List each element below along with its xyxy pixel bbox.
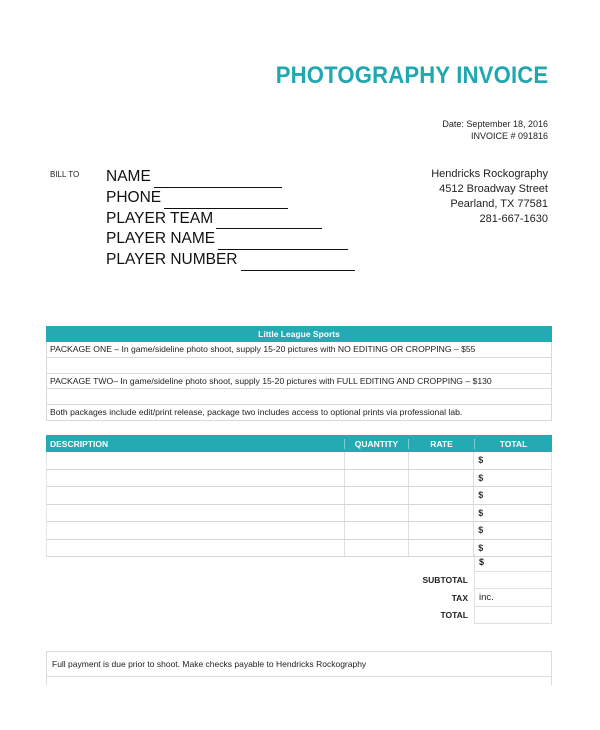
packages-table (46, 326, 552, 421)
line-item-quantity[interactable] (344, 452, 408, 469)
summary-value[interactable]: inc. (474, 589, 552, 607)
line-item-description[interactable] (47, 487, 344, 504)
column-rate: RATE (408, 439, 474, 449)
bill-to-field-label: NAME (106, 168, 151, 185)
bill-to-field-label: PLAYER NUMBER (106, 251, 238, 269)
bill-to-label: BILL TO (50, 170, 80, 179)
bill-to-field[interactable] (106, 167, 355, 188)
vendor-city: Pearland, TX 77581 (450, 198, 548, 210)
vendor-name: Hendricks Rockography (431, 168, 548, 180)
column-total: TOTAL (474, 439, 552, 449)
line-items-table (46, 435, 552, 557)
bill-to-field-blank-line[interactable] (164, 194, 288, 209)
invoice-title: PHOTOGRAPHY INVOICE (275, 62, 548, 89)
package-row: Both packages include edit/print release, package two includes access to optional prints via professional lab. (46, 405, 552, 421)
bill-to-field[interactable] (106, 250, 355, 271)
summary-row (346, 607, 552, 625)
line-item-total[interactable]: $ (473, 540, 551, 557)
package-blank-row (46, 358, 552, 374)
line-item-rate[interactable] (408, 452, 474, 469)
column-quantity: QUANTITY (344, 439, 408, 449)
bill-to-field-blank-line[interactable] (154, 173, 282, 188)
summary-label (346, 554, 474, 572)
bill-to-field-label: PHONE (106, 188, 162, 206)
vendor-address (431, 167, 548, 227)
line-item-description[interactable] (47, 452, 344, 469)
line-item-row (46, 470, 552, 488)
summary-row (346, 572, 552, 590)
line-item-total[interactable]: $ (473, 452, 551, 469)
bill-to-field-label: PLAYER NAME (106, 230, 216, 248)
package-row: PACKAGE TWO– In game/sideline photo shoot, supply 15-20 pictures with FULL EDITING AND CROPPING – $130 (46, 374, 552, 390)
packages-heading: Little League Sports (46, 326, 552, 342)
footer-blank-row (46, 677, 552, 685)
line-item-total[interactable]: $ (473, 487, 551, 504)
line-item-quantity[interactable] (344, 522, 408, 539)
summary-value[interactable] (474, 607, 552, 625)
invoice-number: INVOICE # 091816 (470, 131, 548, 141)
summary-value[interactable]: $ (474, 554, 552, 572)
bill-to-field-blank-line[interactable] (218, 235, 348, 250)
line-item-quantity[interactable] (344, 470, 408, 487)
bill-to-field[interactable] (106, 209, 355, 230)
line-item-quantity[interactable] (344, 487, 408, 504)
line-item-quantity[interactable] (344, 505, 408, 522)
line-item-total[interactable]: $ (473, 522, 551, 539)
bill-to-fields (106, 167, 355, 271)
summary-value[interactable] (474, 572, 552, 590)
summary-row (346, 554, 552, 572)
column-description: DESCRIPTION (50, 438, 109, 449)
line-item-rate[interactable] (408, 470, 474, 487)
invoice-date: Date: September 18, 2016 (442, 119, 548, 129)
summary-row (346, 589, 552, 607)
payment-note: Full payment is due prior to shoot. Make checks payable to Hendricks Rockography (46, 651, 552, 677)
vendor-phone: 281-667-1630 (479, 213, 548, 225)
line-items-header (46, 435, 552, 452)
line-item-row (46, 522, 552, 540)
line-item-row (46, 487, 552, 505)
vendor-street: 4512 Broadway Street (439, 183, 548, 195)
line-item-description[interactable] (47, 470, 344, 487)
line-item-rate[interactable] (408, 487, 474, 504)
summary-label: SUBTOTAL (422, 575, 468, 586)
line-item-description[interactable] (47, 522, 344, 539)
line-item-description[interactable] (47, 540, 344, 557)
package-row: PACKAGE ONE – In game/sideline photo shoot, supply 15-20 pictures with NO EDITING OR CROPPING – $55 (46, 342, 552, 358)
bill-to-field-label: PLAYER TEAM (106, 209, 214, 227)
bill-to-field[interactable] (106, 229, 355, 250)
line-item-row (46, 505, 552, 523)
totals-summary (346, 554, 552, 624)
invoice-meta (442, 118, 548, 142)
summary-label: TAX (451, 592, 468, 603)
bill-to-field[interactable] (106, 188, 355, 209)
line-item-total[interactable]: $ (473, 470, 551, 487)
line-item-total[interactable]: $ (473, 505, 551, 522)
bill-to-field-blank-line[interactable] (241, 256, 355, 271)
line-item-description[interactable] (47, 505, 344, 522)
summary-label: TOTAL (440, 610, 468, 621)
line-item-row (46, 452, 552, 470)
line-item-rate[interactable] (408, 505, 474, 522)
bill-to-field-blank-line[interactable] (216, 214, 322, 229)
package-blank-row (46, 389, 552, 405)
line-item-rate[interactable] (408, 522, 474, 539)
